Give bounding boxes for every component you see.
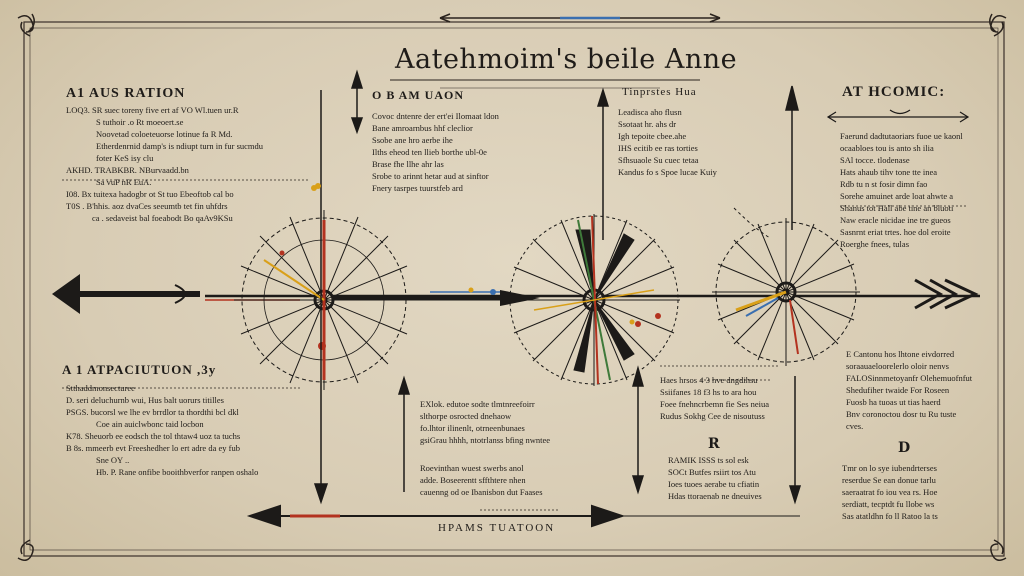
text-line: gsiGrau hhhh, ntotrlanss bfing nwntee	[420, 435, 551, 445]
text-line: fo.lhtor ilinenlt, otrneenbunaes	[420, 423, 525, 433]
text-line: T0S . B'hhis. aoz dvaCes seeumtb tet fin uhfdrs	[66, 201, 228, 211]
text-line: Fnery tasrpes tuurstfeb ard	[372, 183, 463, 193]
text-line: Coe ain auiclwbonc taid locbon	[96, 419, 204, 429]
text-line: Sfhsuaole Su cuec tetaa	[618, 155, 699, 165]
text-line: saeraatrat fo iou vea rs. Hoe	[842, 487, 938, 497]
compass-rose-icon	[508, 214, 680, 386]
text-block-center-mid	[420, 398, 550, 446]
text-line: Hdas ttoraenab ne dneuives	[668, 491, 762, 501]
text-line: Kandus fo s Spoe lucae Kuiy	[618, 167, 717, 177]
text-line: Rudus Sokhg Cee de nisoutuss	[660, 411, 765, 421]
top-ornament-arrow	[440, 14, 720, 22]
text-line: Ioes tuoes aerabe tu cfiatin	[668, 479, 760, 489]
text-line: Shedufiher twaide For Roseen	[846, 385, 950, 395]
text-line: Srobe to arinnt hetar aud at sinftor	[372, 171, 489, 181]
glyph-mark: D	[898, 440, 911, 456]
text-line: Noovetad coloeteuorse lotinue fa R Md.	[96, 129, 233, 139]
compass-rose-icon	[712, 208, 860, 366]
text-line: Naw eracle nicidae ine tre gueos	[840, 215, 951, 225]
main-axis-arrow	[52, 274, 980, 314]
text-line: Shanus tot Hall abe tine an bluoti	[840, 203, 954, 213]
header-left-middle: A 1 ATPACIUTUON ,3y	[62, 362, 217, 377]
page-title: Aatehmoim's beile Anne	[395, 44, 738, 75]
header-center-right: Tinprstes Hua	[622, 86, 697, 98]
text-block-center-right	[618, 106, 717, 178]
text-line: ca . sedaveist bal foeabodt Bo qaAv9KSu	[92, 213, 233, 223]
text-line: Bane amroarnbus hhf cleclior	[372, 123, 473, 133]
text-line: Sne OY ..	[96, 455, 130, 465]
text-line: slthorpe osrocted dnehaow	[420, 411, 512, 421]
text-line: SOCt Butfes rsiirt tos Atu	[668, 467, 756, 477]
text-line: Hb. P. Rane onfibe booithbverfor ranpen oshalo	[96, 467, 259, 477]
text-line: Rdb tu n st fosir dimn fao	[840, 179, 928, 189]
text-line: Sorehe amuinet arde loat ahwte a	[840, 191, 954, 201]
text-line: K78. Sheuorb ee eodsch the tol thtaw4 uoz ta tuchs	[66, 431, 241, 441]
text-line: Foee fnehncrbemn fie Ses neiua	[660, 399, 770, 409]
text-block-center-right-mid	[660, 374, 769, 422]
text-line: AKHD. TRABKBR. NBurvaadd.bn	[66, 165, 189, 175]
header-center-left: O B AM UAON	[372, 88, 464, 102]
text-block-right-top	[840, 130, 963, 250]
text-line: Ssobe ane hro aerbe ihe	[372, 135, 453, 145]
text-line: adde. Boseerentt sffthtere nhen	[420, 475, 526, 485]
text-line: Sa vuP nR EuA.	[96, 177, 152, 187]
text-line: Hats ahaub tihv tone tte inea	[840, 167, 938, 177]
text-line: Covoc dntenre der ert'ei Ilomaat ldon	[372, 111, 499, 121]
text-line: Faerund dadtutaoriars fuoe ue kaonl	[840, 131, 963, 141]
text-line: Ssiifanes 18 f3 hs to ara hou	[660, 387, 757, 397]
text-block-right-middle	[846, 348, 972, 432]
text-line: E Cantonu hos lhtone eivdorred	[846, 349, 955, 359]
text-line: Tmr on lo sye iubendrterses	[842, 463, 937, 473]
text-block-center-left	[372, 110, 499, 194]
text-line: soraauaeloorelerlo oloir nenvs	[846, 361, 949, 371]
text-line: Roerghe fnees, tulas	[840, 239, 910, 249]
text-line: PSGS. bucorsl we lhe ev brrdlor ta thordthi bcl dkl	[66, 407, 239, 417]
text-line: Bnv coronoctou dosr tu Ru tuste	[846, 409, 957, 419]
text-line: Sas atatldhn fo ll Ratoo la ts	[842, 511, 938, 521]
text-block-left-top	[66, 104, 263, 224]
text-block-center-bottom-right	[668, 454, 762, 502]
text-line: I08. Bx tuitexa hadogbr ot St tuo Ebeoftob cal bo	[66, 189, 234, 199]
text-line: S tuthoir .o Rt moeoert.se	[96, 117, 184, 127]
text-block-right-bottom	[842, 462, 938, 522]
arrow-left-icon	[52, 274, 80, 314]
header-right-top: AT HCOMIC:	[842, 84, 946, 100]
text-line: Roevinthan wuest swerbs anol	[420, 463, 524, 473]
text-line: cauenng od oe Ibanisbon dut Faases	[420, 487, 543, 497]
text-line: RAMIK ISSS ts sol esk	[668, 455, 749, 465]
text-line: serdiatt, tecptdt fu llobe ws	[842, 499, 935, 509]
text-line: IHS ecitib ee ras torties	[618, 143, 698, 153]
text-line: cves.	[846, 421, 864, 431]
text-line: reserdue Se ean donue tarlu	[842, 475, 936, 485]
text-line: D. seri deluchurnb wui, Hus balt uorurs titilles	[66, 395, 224, 405]
text-line: foter KeS isy clu	[96, 153, 154, 163]
text-line: Ssotaat hr. ahs dr	[618, 119, 677, 129]
text-line: Haes hrsos 4 3 hve dngdihsu	[660, 375, 758, 385]
right-header-arrow	[828, 110, 968, 122]
header-left-top: A1 AUS RATION	[66, 86, 186, 101]
text-line: LOQ3. SR suec toreny five ert af VO Wl.tuen ur.R	[66, 105, 239, 115]
text-block-left-middle	[66, 382, 258, 478]
text-line: Stthaddmonsecturee	[66, 383, 135, 393]
text-line: SAl tocce. tlodenase	[840, 155, 910, 165]
glyph-mark: R	[708, 436, 720, 452]
arrow-right-icon	[915, 280, 975, 308]
text-line: Etherdenrnid damp's is ndiupt turn in fur sucmdu	[96, 141, 264, 151]
text-line: Ilths eheod ten llieb borthe ubl-0e	[372, 147, 487, 157]
text-line: EXlok. edutoe sodte tlmtnreefoirr	[420, 399, 535, 409]
text-line: ocaabloes tou is anto sh ilia	[840, 143, 934, 153]
text-line: FALOSinnmetoyanfr Olehemuofnfut	[846, 373, 973, 383]
text-line: Leadisca aho flusn	[618, 107, 682, 117]
text-line: Brase fhe llhe ahr las	[372, 159, 444, 169]
text-line: Igh tepoite cbee.ahe	[618, 131, 687, 141]
text-line: Fuosb ha tuoas ut tias haerd	[846, 397, 941, 407]
text-line: Sasnrnt eriat trtes. hoe dol eroite	[840, 227, 951, 237]
text-line: B 8s. mmeerb evt Freeshedher lo ert adre da ey fub	[66, 443, 240, 453]
footer-label: HPAMS TUATOON	[438, 522, 556, 534]
text-block-center-bottom-left	[420, 462, 543, 498]
